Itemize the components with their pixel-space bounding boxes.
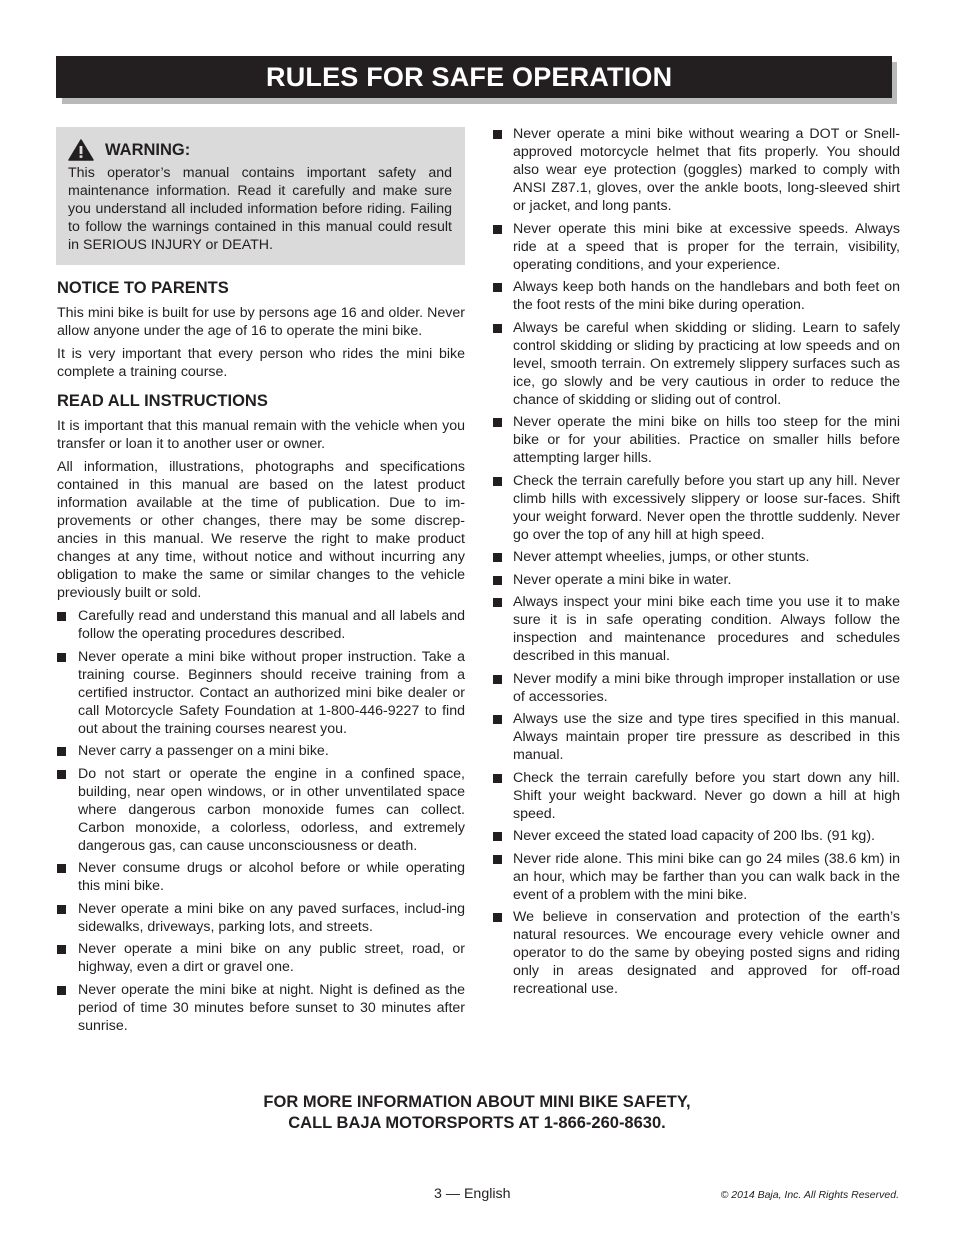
list-item: Never ride alone. This mini bike can go 24 miles (38.6 km) in an hour, which may be farther than you can walk back in the event of a problem with the mini bike. (492, 850, 900, 904)
bullet-square-icon (493, 225, 502, 234)
read-paragraph: All information, illustrations, photographs and specifications contained in this manual are based on the latest product information available at the time of publication. Due to im-provements or other changes, there may be some discrep-ancies in this manual. We reserve the right to make product changes at any time, without notice and without incurring any obligation to make the same or similar changes to the vehicle previously built or sold. (57, 459, 465, 601)
bullet-square-icon (57, 864, 66, 873)
warning-title: WARNING: (105, 140, 191, 159)
list-item: Do not start or operate the engine in a confined space, building, near open windows, or in other unventilated space where dangerous carbon monoxide fumes can collect. Carbon monoxide, a colorless, odorless, and extremely dangerous gas, can cause unconsciousness or death. (56, 765, 465, 855)
list-item: Never operate the mini bike at night. Night is defined as the period of time 30 minutes before sunset to 30 minutes after sunrise. (56, 981, 465, 1035)
list-item: Never modify a mini bike through improper installation or use of accessories. (492, 670, 900, 706)
bullet-square-icon (493, 832, 502, 841)
bullet-square-icon (57, 612, 66, 621)
list-item: Never exceed the stated load capacity of 200 lbs. (91 kg). (492, 827, 900, 845)
list-item: Never operate this mini bike at excessive speeds. Always ride at a speed that is proper for the terrain, visibility, operating conditions, and your experience. (492, 220, 900, 274)
bullet-square-icon (493, 324, 502, 333)
list-item: We believe in conservation and protection of the earth’s natural resources. We encourage every vehicle owner and operator to do the same by obeying posted signs and riding only in areas designated and approved for off-road recreational use. (492, 908, 900, 998)
bullet-square-icon (493, 715, 502, 724)
bullet-square-icon (493, 675, 502, 684)
list-item: Never operate a mini bike on any paved surfaces, includ-ing sidewalks, driveways, parking lots, and streets. (56, 900, 465, 936)
left-column (56, 127, 465, 1039)
read-paragraph: It is important that this manual remain with the vehicle when you transfer or loan it to another user or owner. (57, 418, 465, 452)
bullet-square-icon (57, 986, 66, 995)
bullet-square-icon (493, 576, 502, 585)
read-all-instructions-heading: READ ALL INSTRUCTIONS (57, 392, 268, 410)
list-item: Never attempt wheelies, jumps, or other stunts. (492, 548, 900, 566)
notice-to-parents-heading: NOTICE TO PARENTS (57, 279, 229, 297)
bullet-square-icon (493, 598, 502, 607)
list-item: Never carry a passenger on a mini bike. (56, 742, 465, 760)
bullet-square-icon (493, 477, 502, 486)
list-item: Carefully read and understand this manual and all labels and follow the operating procedures described. (56, 607, 465, 643)
right-column (492, 125, 900, 1003)
list-item: Always keep both hands on the handlebars and both feet on the foot rests of the mini bike during operation. (492, 278, 900, 314)
bullet-square-icon (493, 855, 502, 864)
page-header-banner (56, 56, 892, 98)
bullet-square-icon (57, 747, 66, 756)
bullet-square-icon (493, 774, 502, 783)
bullet-square-icon (493, 913, 502, 922)
more-info-line-2: CALL BAJA MOTORSPORTS AT 1-866-260-8630. (288, 1114, 666, 1132)
notice-paragraph: This mini bike is built for use by persons age 16 and older. Never allow anyone under the age of 16 to operate the mini bike. (57, 305, 465, 339)
list-item: Check the terrain carefully before you start down any hill. Shift your weight backward. Never go down a hill at high speed. (492, 769, 900, 823)
bullet-square-icon (493, 553, 502, 562)
warning-triangle-icon (68, 139, 94, 161)
copyright-notice: © 2014 Baja, Inc. All Rights Reserved. (720, 1189, 899, 1201)
warning-header (68, 139, 452, 161)
bullet-square-icon (493, 283, 502, 292)
notice-paragraph: It is very important that every person who rides the mini bike complete a training course. (57, 346, 465, 380)
list-item: Never operate a mini bike without proper instruction. Take a training course. Beginners should receive training from a certified instructor. Contact an authorized mini bike dealer or call Motorcycle Safety Foundation at 1-800-446-9227 to find out about the training courses nearest you. (56, 648, 465, 738)
list-item: Always inspect your mini bike each time you use it to make sure it is in safe operating condition. Always follow the inspection and maintenance procedures and schedules described in this manual. (492, 593, 900, 665)
bullet-square-icon (493, 418, 502, 427)
list-item: Never operate a mini bike in water. (492, 571, 900, 589)
list-item: Never operate the mini bike on hills too steep for the mini bike or for your abilities. Practice on smaller hills before attempting larger hills. (492, 413, 900, 467)
left-bullet-list (56, 607, 465, 1035)
more-info-line-1: FOR MORE INFORMATION ABOUT MINI BIKE SAFETY, (263, 1093, 691, 1111)
list-item: Always use the size and type tires specified in this manual. Always maintain proper tire pressure as described in this manual. (492, 710, 900, 764)
bullet-square-icon (57, 945, 66, 954)
page-number: 3 — English (434, 1186, 511, 1202)
bullet-square-icon (493, 130, 502, 139)
list-item: Never consume drugs or alcohol before or while operating this mini bike. (56, 859, 465, 895)
warning-box (56, 127, 465, 265)
right-bullet-list (492, 125, 900, 998)
page-title: RULES FOR SAFE OPERATION (266, 62, 673, 92)
bullet-square-icon (57, 770, 66, 779)
list-item: Always be careful when skidding or sliding. Learn to safely control skidding or sliding by practicing at low speeds and on level, smooth terrain. On extremely slippery surfaces such as ice, go slowly and be very cautious in order to reduce the chance of skidding or sliding out of control. (492, 319, 900, 409)
bullet-square-icon (57, 653, 66, 662)
list-item: Never operate a mini bike without wearing a DOT or Snell-approved motorcycle helmet that fits properly. You should also wear eye protection (goggles) marked to comply with ANSI Z87.1, gloves, over the ankle boots, long-sleeved shirt or jacket, and long pants. (492, 125, 900, 215)
bullet-square-icon (57, 905, 66, 914)
list-item: Never operate a mini bike on any public street, road, or highway, even a dirt or gravel one. (56, 940, 465, 976)
more-info-callout (0, 1092, 954, 1134)
list-item: Check the terrain carefully before you start up any hill. Never climb hills with excessively slippery or loose sur-faces. Shift your weight forward. Never open the throttle suddenly. Never go over the top of any hill at high speed. (492, 472, 900, 544)
warning-text: This operator’s manual contains important safety and maintenance information. Read it carefully and make sure you understand all included information before riding. Failing to follow the warnings contained in this manual could result in SERIOUS INJURY or DEATH. (68, 165, 452, 253)
